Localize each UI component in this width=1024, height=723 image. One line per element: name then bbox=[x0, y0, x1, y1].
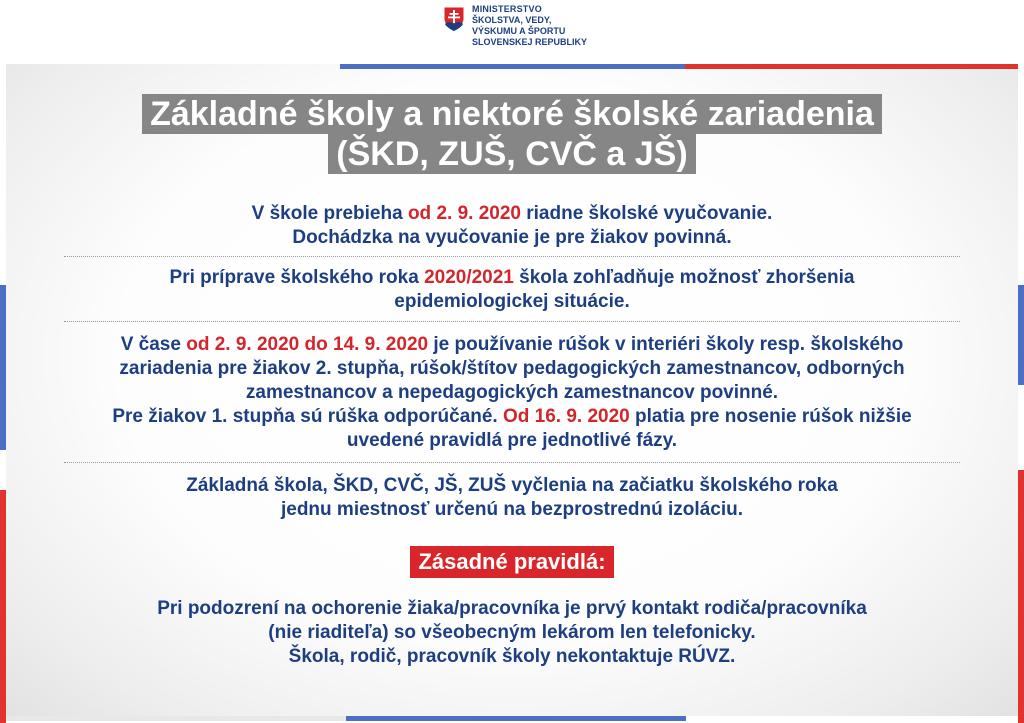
section-school-year-line-2: epidemiologickej situácie. bbox=[394, 291, 630, 312]
date-range-highlight: od 2. 9. 2020 do 14. 9. 2020 bbox=[186, 334, 429, 355]
text: je používanie rúšok v interiéri školy resp. školského bbox=[428, 334, 904, 355]
ministry-line-3: VÝSKUMU A ŠPORTU bbox=[472, 26, 566, 36]
text: Pre žiakov 1. stupňa sú rúška odporúčané. bbox=[112, 406, 503, 427]
title-line-2: (ŠKD, ZUŠ, CVČ a JŠ) bbox=[328, 134, 695, 174]
text: V čase bbox=[120, 334, 187, 355]
section-school-start-line-2: Dochádzka na vyučovanie je pre žiakov povinná. bbox=[292, 227, 732, 248]
text: škola zohľadňuje možnosť zhoršenia bbox=[513, 267, 855, 288]
year-highlight: 2020/2021 bbox=[424, 267, 514, 288]
text: platia pre nosenie rúšok nižšie bbox=[629, 406, 912, 427]
section-school-year bbox=[0, 266, 1024, 314]
page-title bbox=[0, 94, 1024, 174]
section-masks bbox=[0, 333, 1024, 453]
text: Pri príprave školského roka bbox=[169, 267, 425, 288]
ministry-line-4: SLOVENSKEJ REPUBLIKY bbox=[472, 37, 588, 47]
divider bbox=[64, 462, 960, 463]
divider bbox=[64, 256, 960, 257]
section-isolation-line-2: jednu miestnosť určenú na bezprostrednú izoláciu. bbox=[280, 499, 743, 520]
section-school-year-line-1 bbox=[0, 266, 1024, 290]
section-contact-line-2: (nie riaditeľa) so všeobecným lekárom len telefonicky. bbox=[268, 622, 756, 643]
section-school-start-line-1 bbox=[0, 202, 1024, 226]
section-masks-line-4 bbox=[0, 405, 1024, 429]
rules-heading: Zásadné pravidlá: bbox=[410, 546, 613, 578]
section-contact-line-3: Škola, rodič, pracovník školy nekontaktuje RÚVZ. bbox=[288, 646, 736, 667]
ministry-name bbox=[472, 4, 587, 48]
decor-stripe-bottom-white bbox=[6, 716, 346, 721]
date-highlight: od 2. 9. 2020 bbox=[407, 203, 521, 224]
date-highlight: Od 16. 9. 2020 bbox=[503, 406, 630, 427]
decor-stripe-top-red bbox=[685, 64, 1018, 69]
section-masks-line-3: zamestnancov a nepedagogických zamestnancov povinné. bbox=[245, 382, 779, 403]
section-contact bbox=[0, 597, 1024, 669]
text: V škole prebieha bbox=[251, 203, 408, 224]
section-masks-line-1 bbox=[0, 333, 1024, 357]
decor-stripe-bottom-blue bbox=[346, 716, 686, 721]
decor-stripe-top-blue bbox=[340, 64, 685, 69]
title-line-1: Základné školy a niektoré školské zariadenia bbox=[142, 94, 882, 134]
ministry-line-2: ŠKOLSTVA, VEDY, bbox=[472, 15, 552, 25]
rules-heading-wrap bbox=[0, 546, 1024, 578]
header bbox=[0, 0, 1024, 64]
text: riadne školské vyučovanie. bbox=[520, 203, 773, 224]
section-school-start bbox=[0, 202, 1024, 250]
section-masks-line-5: uvedené pravidlá pre jednotlivé fázy. bbox=[346, 430, 678, 451]
section-contact-line-1: Pri podozrení na ochorenie žiaka/pracovníka je prvý kontakt rodiča/pracovníka bbox=[157, 598, 867, 619]
ministry-line-1: MINISTERSTVO bbox=[472, 4, 542, 14]
section-isolation-line-1: Základná škola, ŠKD, CVČ, JŠ, ZUŠ vyčlenia na začiatku školského roka bbox=[186, 475, 838, 496]
section-isolation bbox=[0, 474, 1024, 522]
divider bbox=[64, 321, 960, 322]
section-masks-line-2: zariadenia pre žiakov 2. stupňa, rúšok/štítov pedagogických zamestnancov, odborných bbox=[119, 358, 905, 379]
slovak-coat-of-arms-icon bbox=[443, 6, 465, 32]
